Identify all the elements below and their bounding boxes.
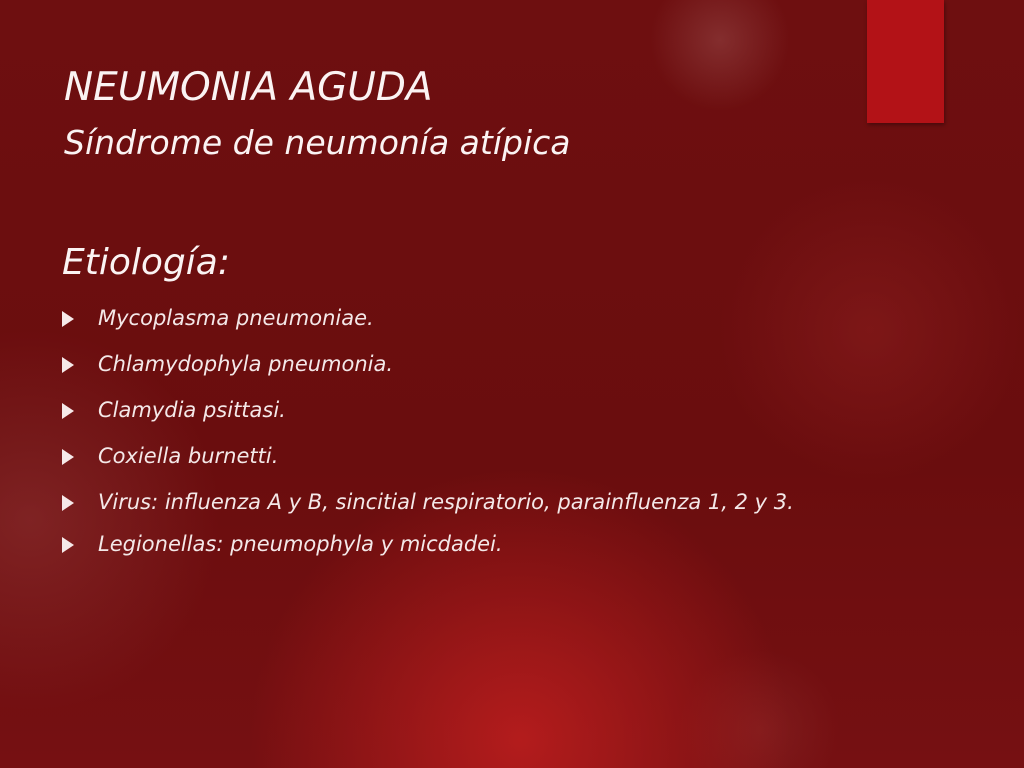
bullet-text: Coxiella burnetti. [98, 444, 279, 468]
list-item [62, 529, 962, 559]
list-item [62, 441, 962, 471]
arrow-bullet-icon [62, 403, 74, 419]
bullet-text: Mycoplasma pneumoniae. [98, 306, 374, 330]
arrow-bullet-icon [62, 495, 74, 511]
arrow-bullet-icon [62, 449, 74, 465]
slide-title: NEUMONIA AGUDA [64, 65, 433, 110]
bullet-list [62, 303, 962, 575]
arrow-bullet-icon [62, 311, 74, 327]
bullet-text: Legionellas: pneumophyla y micdadei. [98, 532, 503, 556]
accent-bar [867, 0, 944, 123]
list-item [62, 349, 962, 379]
bullet-text: Chlamydophyla pneumonia. [98, 352, 394, 376]
slide-subtitle: Síndrome de neumonía atípica [64, 123, 571, 162]
bullet-text: Virus: influenza A y B, sincitial respiratorio, parainfluenza 1, 2 y 3. [98, 490, 794, 514]
bullet-text: Clamydia psittasi. [98, 398, 286, 422]
list-item [62, 303, 962, 333]
list-item [62, 395, 962, 425]
section-heading: Etiología: [62, 242, 230, 283]
arrow-bullet-icon [62, 537, 74, 553]
arrow-bullet-icon [62, 357, 74, 373]
list-item [62, 487, 962, 517]
